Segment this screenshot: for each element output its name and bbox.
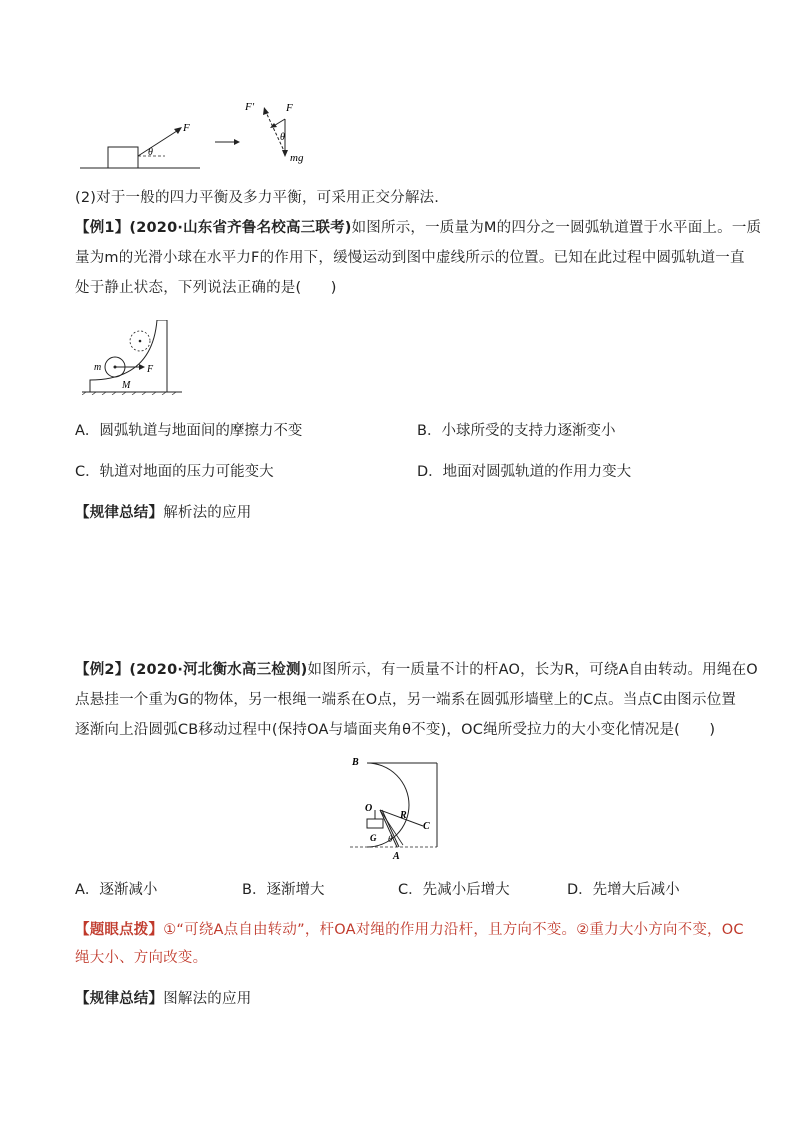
example2-text1: 如图所示，有一质量不计的杆AO，长为R，可绕A自由转动。用绳在O (307, 662, 758, 678)
label-F-top: F (286, 102, 293, 114)
example1-rule (75, 503, 251, 523)
label-G: G (370, 833, 377, 843)
example1-source: (2020·山东省齐鲁名校高三联考) (129, 220, 352, 236)
example1-line2: 量为m的光滑小球在水平力F的作用下，缓慢运动到图中虚线所示的位置。已知在此过程中圆弧轨道一直 (75, 250, 745, 266)
example1-option-c[interactable]: C．轨道对地面的压力可能变大 (75, 464, 274, 480)
label-O: O (365, 803, 373, 814)
example2-option-b[interactable]: B．逐渐增大 (242, 882, 325, 898)
example2-rule (75, 989, 251, 1009)
mg-arrow-head (282, 150, 288, 157)
label-theta-2: θ (280, 132, 285, 143)
weight-box (367, 819, 383, 828)
example1-rule-text: 解析法的应用 (163, 505, 252, 521)
example2-hint-line1 (75, 920, 744, 940)
label-m: m (94, 362, 102, 373)
label-theta: θ (388, 834, 393, 844)
rod-arc-figure (345, 755, 450, 865)
label-M: M (122, 380, 131, 391)
example1-line3: 处于静止状态，下列说法正确的是( ) (75, 280, 337, 296)
transform-arrow-head (234, 139, 240, 145)
label-A: A (393, 851, 400, 862)
example2-source: (2020·河北衡水高三检测) (129, 662, 308, 678)
example2-option-a[interactable]: A．逐渐减小 (75, 882, 158, 898)
example2-line2: 点悬挂一个重为G的物体，另一根绳一端系在O点，另一端系在圆弧形墙壁上的C点。当点C由图示位置 (75, 692, 737, 708)
example1-option-a[interactable]: A．圆弧轨道与地面间的摩擦力不变 (75, 423, 303, 439)
example1-tag: 【例1】 (75, 220, 130, 236)
label-C: C (423, 821, 430, 832)
label-theta: θ (148, 147, 153, 158)
label-F: F (147, 364, 154, 375)
force-diagram-figure (70, 95, 330, 175)
example2-hint-tag: 【题眼点拨】 (75, 922, 164, 938)
ball-dashed-center (139, 340, 142, 343)
arc-track-figure (82, 320, 192, 395)
block (108, 147, 138, 168)
orthogonal-text: (2)对于一般的四力平衡及多力平衡，可采用正交分解法. (75, 190, 440, 206)
label-B: B (352, 757, 359, 768)
label-F: F (183, 122, 190, 134)
example2-hint-text1: ①“可绕A点自由转动”，杆OA对绳的作用力沿杆，且方向不变。②重力大小方向不变，OC (163, 922, 744, 938)
example2-line3: 逐渐向上沿圆弧CB移动过程中(保持OA与墙面夹角θ不变)，OC绳所受拉力的大小变化情况是( ) (75, 722, 716, 738)
force-arrow (138, 129, 180, 156)
example1-option-b[interactable]: B．小球所受的支持力逐渐变小 (417, 423, 616, 439)
example1-rule-tag: 【规律总结】 (75, 505, 164, 521)
example2-line1 (75, 660, 758, 680)
example2-option-c[interactable]: C．先减小后增大 (398, 882, 510, 898)
F-prime-arrow-head (263, 107, 269, 115)
example2-rule-tag: 【规律总结】 (75, 991, 164, 1007)
example2-option-d[interactable]: D．先增大后减小 (567, 882, 680, 898)
example2-rule-text: 图解法的应用 (163, 991, 252, 1007)
label-R: R (400, 810, 407, 821)
example1-line1 (75, 218, 761, 238)
force-F-head (139, 364, 145, 370)
example1-text1: 如图所示，一质量为M的四分之一圆弧轨道置于水平面上。一质 (351, 220, 762, 236)
example2-hint-line2: 绳大小、方向改变。 (75, 950, 208, 966)
example2-tag: 【例2】 (75, 662, 130, 678)
example1-option-d[interactable]: D．地面对圆弧轨道的作用力变大 (417, 464, 632, 480)
force-arrow-head (174, 127, 182, 134)
label-mg: mg (290, 152, 304, 164)
label-F-prime: F′ (245, 101, 255, 113)
